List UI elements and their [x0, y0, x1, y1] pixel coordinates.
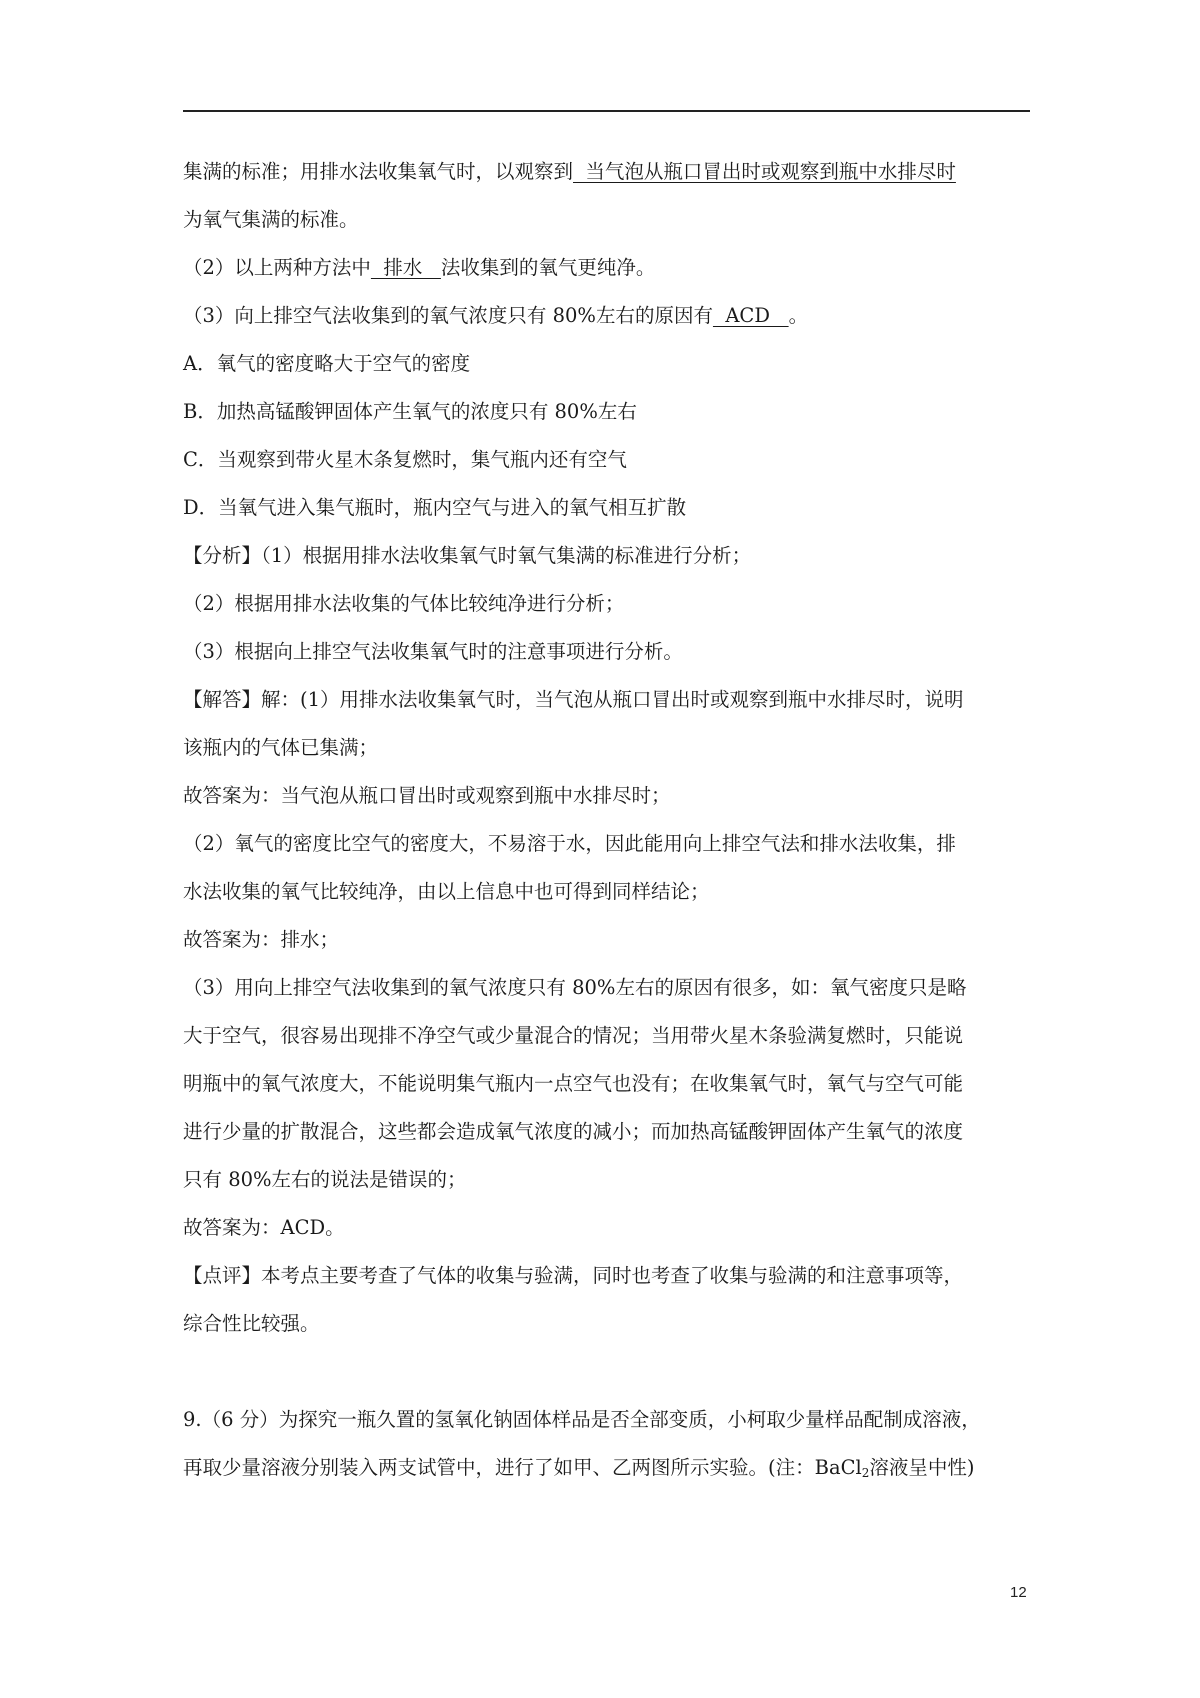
solution-line: （3）用向上排空气法收集到的氧气浓度只有 80%左右的原因有很多，如：氧气密度只是略 [183, 976, 967, 999]
comment-line: 综合性比较强。 [183, 1312, 320, 1335]
answer-blank: ACD [712, 304, 789, 327]
solution-line [183, 676, 1033, 724]
question-3 [183, 292, 1033, 340]
text: 集满的标准；用排水法收集氧气时，以观察到 [183, 160, 574, 183]
page-number: 12 [1010, 1584, 1027, 1601]
solution-line: 只有 80%左右的说法是错误的； [183, 1168, 467, 1191]
solution-tag: 【解答】 [183, 688, 262, 711]
text: （2）以上两种方法中 [183, 256, 371, 279]
question-2 [183, 244, 1033, 292]
text: （1）根据用排水法收集氧气时氧气集满的标准进行分析； [261, 544, 752, 567]
text: 溶液呈中性) [869, 1456, 975, 1479]
spacer [183, 1348, 1033, 1396]
option-b: B．加热高锰酸钾固体产生氧气的浓度只有 80%左右 [183, 400, 637, 423]
analysis-line: （2）根据用排水法收集的气体比较纯净进行分析； [183, 592, 625, 615]
text: 为氧气集满的标准。 [183, 208, 359, 231]
comment-tag: 【点评】 [183, 1264, 262, 1287]
answer-blank: 当气泡从瓶口冒出时或观察到瓶中水排尽时 [573, 160, 956, 183]
text: 解：(1）用排水法收集氧气时，当气泡从瓶口冒出时或观察到瓶中水排尽时，说明 [261, 688, 964, 711]
answer-blank: 排水 [370, 256, 441, 279]
question-9: 9.（6 分）为探究一瓶久置的氢氧化钠固体样品是否全部变质，小柯取少量样品配制成溶液， [183, 1408, 981, 1431]
solution-line: （2）氧气的密度比空气的密度大，不易溶于水，因此能用向上排空气法和排水法收集，排 [183, 832, 956, 855]
question-9 [183, 1444, 1033, 1492]
text: 本考点主要考查了气体的收集与验满，同时也考查了收集与验满的和注意事项等， [261, 1264, 964, 1287]
header-rule [183, 110, 1030, 112]
solution-line: 明瓶中的氧气浓度大，不能说明集气瓶内一点空气也没有；在收集氧气时，氧气与空气可能 [183, 1072, 964, 1095]
text: 。 [788, 304, 809, 327]
answer-line: 故答案为：当气泡从瓶口冒出时或观察到瓶中水排尽时； [183, 784, 671, 807]
answer-line: 故答案为：排水； [183, 928, 340, 951]
option-c: C．当观察到带火星木条复燃时，集气瓶内还有空气 [183, 448, 627, 471]
text-line [183, 196, 1033, 244]
subscript: 2 [861, 1466, 870, 1480]
solution-line: 该瓶内的气体已集满； [183, 736, 379, 759]
solution-line: 大于空气，很容易出现排不净空气或少量混合的情况；当用带火星木条验满复燃时，只能说 [183, 1024, 964, 1047]
solution-line: 水法收集的氧气比较纯净，由以上信息中也可得到同样结论； [183, 880, 710, 903]
answer-line: 故答案为：ACD。 [183, 1216, 345, 1239]
option-a: A．氧气的密度略大于空气的密度 [183, 352, 471, 375]
solution-line: 进行少量的扩散混合，这些都会造成氧气浓度的减小；而加热高锰酸钾固体产生氧气的浓度 [183, 1120, 964, 1143]
page-content [183, 148, 1033, 1492]
option-d: D．当氧气进入集气瓶时，瓶内空气与进入的氧气相互扩散 [183, 496, 687, 519]
analysis-line [183, 532, 1033, 580]
text-line [183, 148, 1033, 196]
analysis-tag: 【分析】 [183, 544, 262, 567]
text: （3）向上排空气法收集到的氧气浓度只有 80%左右的原因有 [183, 304, 713, 327]
comment-line [183, 1252, 1033, 1300]
text: 再取少量溶液分别装入两支试管中，进行了如甲、乙两图所示实验。(注：BaCl [183, 1456, 862, 1479]
text: 法收集到的氧气更纯净。 [440, 256, 656, 279]
analysis-line: （3）根据向上排空气法收集氧气时的注意事项进行分析。 [183, 640, 683, 663]
